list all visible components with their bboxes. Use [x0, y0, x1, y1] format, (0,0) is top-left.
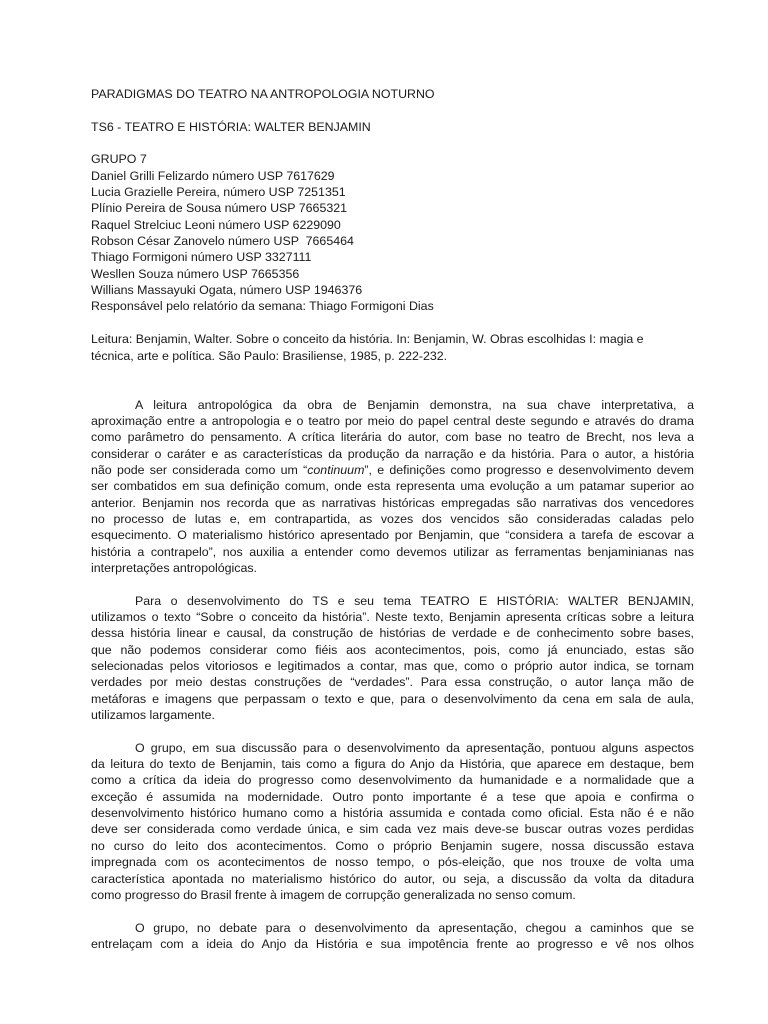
group-member: Wesllen Souza número USP 7665356 — [91, 266, 300, 281]
paragraph-line: impregnada com os acontecimentos de nosso tempo, o pós-eleição, que nos trouxe de volta uma — [91, 855, 694, 870]
paragraph-line: interpretações antropológicas. — [91, 560, 257, 575]
group-member: Robson César Zanovelo número USP 7665464 — [91, 234, 354, 249]
paragraph-line: anterior. Benjamin nos recorda que as narrativas históricas empregadas são narrativas dos vencedores — [91, 495, 694, 510]
paragraph-line: exceção é assumida na modernidade. Outro ponto importante é a tese que apoia e confirma o — [91, 789, 694, 804]
paragraph-line: utilizamos o texto “Sobre o conceito da história”. Neste texto, Benjamin apresenta críticas sobre a leitura — [91, 610, 694, 624]
body-paragraph — [91, 593, 694, 724]
paragraph-line: entrelaçam com a ideia do Anjo da História e sua impotência frente ao progresso e vê nos olhos — [91, 936, 694, 951]
paragraph-line: Para o desenvolvimento do TS e seu tema TEATRO E HISTÓRIA: WALTER BENJAMIN, — [135, 593, 694, 608]
paragraph-line: deve ser considerada como verdade única, e sim cada vez mais deve-se buscar outras vozes perdidas — [91, 822, 694, 837]
paragraph-line: A leitura antropológica da obra de Benjamin demonstra, na sua chave interpretativa, a — [135, 397, 694, 412]
paragraph-line: esquecimento. O materialismo histórico apresentado por Benjamin, que “considera a tarefa de escovar a — [91, 528, 694, 543]
paragraph-line: no processo de lutas e, em contrapartida, as vozes dos vencidos são consideradas caladas pelo — [91, 511, 694, 526]
body-paragraph — [91, 920, 694, 953]
group-member: Plínio Pereira de Sousa número USP 7665321 — [91, 201, 348, 216]
paragraph-line: história a contrapelo”, nos auxilia a entender como devemos utilizar as ferramentas benjaminianas nas — [91, 544, 694, 559]
group-block — [91, 151, 694, 314]
paragraph-line: aproximação entre a antropologia e o teatro por meio do papel central deste segundo e através do drama — [91, 413, 694, 428]
reading-line: técnica, arte e política. São Paulo: Brasiliense, 1985, p. 222-232. — [91, 348, 448, 363]
document-page — [91, 86, 694, 952]
group-member: Thiago Formigoni número USP 3327111 — [91, 250, 312, 265]
paragraph-line: O grupo, no debate para o desenvolvimento da apresentação, chegou a caminhos que se — [135, 920, 694, 935]
paragraph-line: da leitura do texto de Benjamin, tais como a figura do Anjo da História, que aparece em destaque, bem — [91, 757, 694, 772]
paragraph-line: ser combatidos em sua definição comum, onde esta representa uma evolução a um patamar superior ao — [91, 479, 694, 494]
paragraph-line: utilizamos largamente. — [91, 708, 215, 723]
paragraph-line: dessa história linear e causal, da construção de histórias de verdade e de conhecimento sobre bases, — [91, 626, 694, 641]
paragraph-line: verdades por meio destas construções de “verdades”. Para essa construção, o autor lança mão de — [91, 675, 694, 690]
group-label: GRUPO 7 — [91, 152, 147, 167]
reading-reference — [91, 331, 694, 364]
body-paragraph — [91, 397, 694, 577]
group-member: Willians Massayuki Ogata, número USP 1946376 — [91, 283, 363, 298]
paragraph-line: metáforas e imagens que perpassam o texto e que, para o desenvolvimento da cena em sala de aula, — [91, 691, 694, 706]
group-member: Daniel Grilli Felizardo número USP 7617629 — [91, 168, 335, 183]
body-paragraph — [91, 740, 694, 903]
paragraph-line: que não podemos considerar como fiéis aos acontecimentos, pois, como já enunciado, estas são — [91, 642, 694, 657]
paragraph-line: no curso do leito dos acontecimentos. Como o próprio Benjamin sugere, nossa discussão estava — [91, 838, 694, 853]
paragraph-line: O grupo, em sua discussão para o desenvolvimento da apresentação, pontuou alguns aspectos — [135, 740, 694, 755]
paragraph-line: não pode ser considerada como um “continuum”, e definições como progresso e desenvolvimento devem — [91, 462, 694, 477]
reading-line: Leitura: Benjamin, Walter. Sobre o conceito da história. In: Benjamin, W. Obras escolhidas I: magia e — [91, 332, 644, 347]
paragraph-line: como a crítica da ideia do progresso como desenvolvimento da humanidade e a normalidade que a — [91, 773, 694, 788]
paragraph-line: desenvolvimento histórico humano como a história assumida e contada como oficial. Esta não é e não — [91, 806, 694, 821]
paragraph-line: como parâmetro do pensamento. A crítica literária do autor, com base no teatro de Brecht, nos leva a — [91, 430, 694, 445]
paragraph-line: selecionadas pelos vitoriosos e legitimados a contar, mas que, como o próprio autor indica, se tornam — [91, 659, 694, 674]
document-subtitle: TS6 - TEATRO E HISTÓRIA: WALTER BENJAMIN — [91, 119, 371, 134]
paragraph-line: característica apontada no materialismo histórico do autor, ou seja, a discussão da volta da ditadura — [91, 871, 694, 886]
group-member: Raquel Strelciuc Leoni número USP 6229090 — [91, 217, 341, 232]
responsible-line: Responsável pelo relatório da semana: Thiago Formigoni Dias — [91, 299, 434, 314]
paragraph-line: como progresso do Brasil frente à imagem de corrupção generalizada no senso comum. — [91, 887, 576, 902]
group-member: Lucia Grazielle Pereira, número USP 7251351 — [91, 185, 346, 200]
paragraph-line: considerar o caráter e as características da produção da narração e da história. Para o autor, a história — [91, 446, 694, 461]
document-title: PARADIGMAS DO TEATRO NA ANTROPOLOGIA NOTURNO — [91, 87, 435, 101]
